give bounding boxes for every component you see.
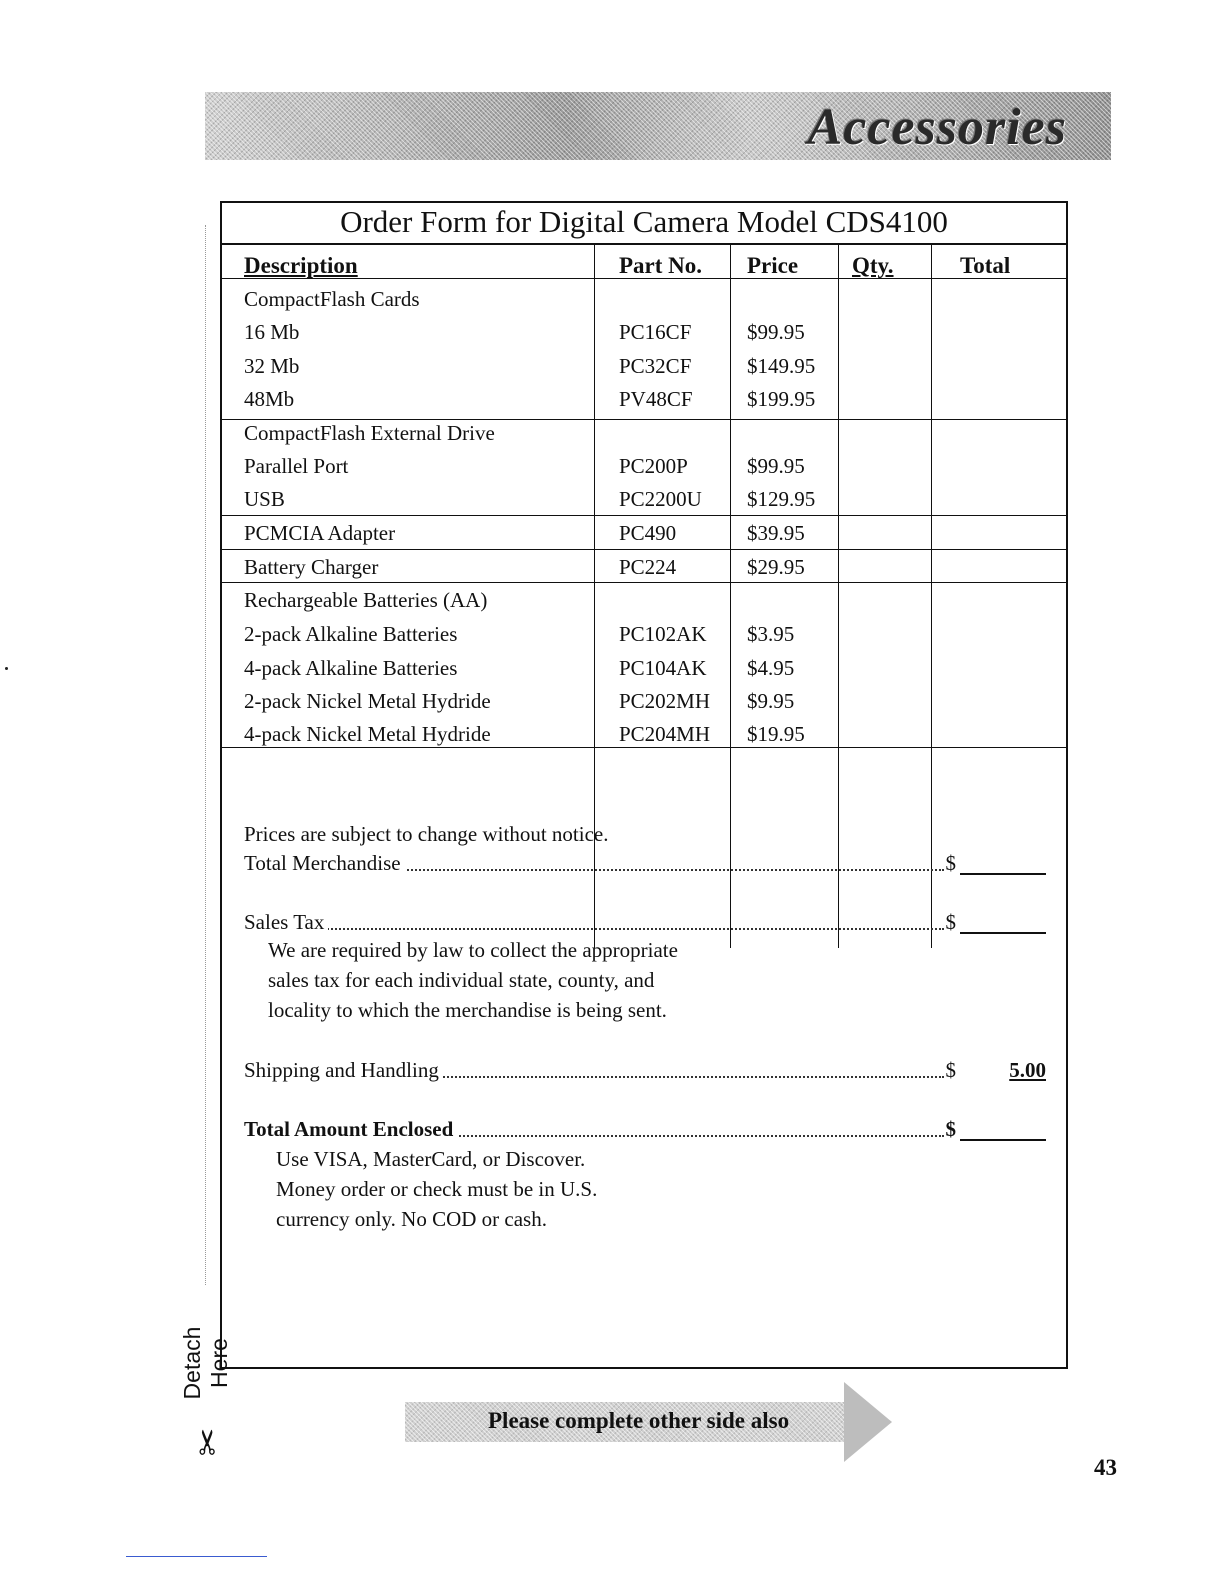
stray-mark — [5, 667, 8, 670]
row-price: $9.95 — [747, 689, 795, 713]
header-price: Price — [747, 253, 799, 278]
row-description: CompactFlash External Drive — [244, 421, 495, 445]
row-price: $19.95 — [747, 722, 805, 746]
row-part-no: PC204MH — [619, 722, 711, 746]
group-rule — [222, 549, 1066, 550]
section-banner — [205, 92, 1111, 160]
continue-text: Please complete other side also — [488, 1408, 790, 1433]
total-enclosed-label: Total Amount Enclosed — [244, 1117, 457, 1142]
currency-symbol: $ — [945, 851, 956, 875]
arrow-head-icon — [844, 1382, 892, 1462]
row-price: $39.95 — [747, 521, 805, 545]
group-rule — [222, 582, 1066, 583]
row-price: $4.95 — [747, 656, 795, 680]
scissors-icon: ✂ — [188, 1427, 229, 1457]
dot-leader — [244, 928, 944, 930]
row-part-no: PC202MH — [619, 689, 711, 713]
row-description: 16 Mb — [244, 320, 300, 344]
row-price: $99.95 — [747, 454, 805, 478]
header-qty: Qty. — [852, 253, 894, 278]
detach-label: Detach Here — [179, 1326, 232, 1400]
total-merchandise-line — [244, 851, 1046, 877]
row-part-no: PV48CF — [619, 387, 693, 411]
total-merchandise-field[interactable] — [960, 873, 1046, 875]
price-notice: Prices are subject to change without notice. — [244, 822, 609, 846]
row-description: 32 Mb — [244, 354, 300, 378]
shipping-line — [244, 1058, 1046, 1084]
header-total: Total — [960, 253, 1011, 278]
row-part-no: PC102AK — [619, 622, 707, 646]
row-part-no: PC2200U — [619, 487, 702, 511]
banner-title: Accessories — [807, 99, 1067, 156]
header-part-no: Part No. — [619, 253, 703, 278]
row-part-no: PC104AK — [619, 656, 707, 680]
row-description: 4-pack Alkaline Batteries — [244, 656, 458, 680]
sales-tax-field[interactable] — [960, 932, 1046, 934]
footer-rule — [126, 1556, 267, 1557]
shipping-label: Shipping and Handling — [244, 1058, 443, 1083]
row-part-no: PC32CF — [619, 354, 692, 378]
page-number: 43 — [1094, 1455, 1117, 1480]
row-description: USB — [244, 487, 285, 511]
row-description: PCMCIA Adapter — [244, 521, 396, 545]
row-price: $3.95 — [747, 622, 795, 646]
row-description: 48Mb — [244, 387, 295, 411]
sales-tax-note: We are required by law to collect the appropriate — [268, 938, 678, 962]
row-price: $199.95 — [747, 387, 816, 411]
row-description: CompactFlash Cards — [244, 287, 420, 311]
row-description: Rechargeable Batteries (AA) — [244, 588, 488, 612]
total-enclosed-line — [244, 1117, 1046, 1143]
sales-tax-note: locality to which the merchandise is being sent. — [268, 998, 667, 1022]
row-description: 2-pack Nickel Metal Hydride — [244, 689, 491, 713]
row-price: $149.95 — [747, 354, 816, 378]
row-part-no: PC224 — [619, 555, 677, 579]
row-price: $129.95 — [747, 487, 816, 511]
row-description: 2-pack Alkaline Batteries — [244, 622, 458, 646]
shipping-amount: 5.00 — [1009, 1058, 1046, 1082]
detach-marker — [179, 1292, 232, 1412]
header-rule — [222, 278, 1066, 279]
group-rule — [222, 515, 1066, 516]
payment-note: currency only. No COD or cash. — [276, 1207, 547, 1231]
row-part-no: PC200P — [619, 454, 688, 478]
currency-symbol: $ — [945, 910, 956, 934]
sales-tax-label: Sales Tax — [244, 910, 328, 935]
header-description: Description — [244, 253, 358, 278]
sales-tax-line — [244, 910, 1046, 936]
row-price: $99.95 — [747, 320, 805, 344]
sales-tax-note: sales tax for each individual state, county, and — [268, 968, 655, 992]
payment-note: Use VISA, MasterCard, or Discover. — [276, 1147, 586, 1171]
row-price: $29.95 — [747, 555, 805, 579]
group-rule — [222, 419, 1066, 420]
row-part-no: PC490 — [619, 521, 677, 545]
row-part-no: PC16CF — [619, 320, 692, 344]
form-title: Order Form for Digital Camera Model CDS4100 — [222, 203, 1066, 245]
row-description: Battery Charger — [244, 555, 379, 579]
payment-note: Money order or check must be in U.S. — [276, 1177, 598, 1201]
currency-symbol: $ — [945, 1117, 956, 1141]
table-bottom-rule — [222, 747, 1066, 748]
total-enclosed-field[interactable] — [960, 1139, 1046, 1141]
currency-symbol: $ — [945, 1058, 956, 1082]
total-merchandise-label: Total Merchandise — [244, 851, 405, 876]
order-form — [220, 201, 1068, 1369]
row-description: 4-pack Nickel Metal Hydride — [244, 722, 491, 746]
detach-cut-line — [205, 225, 206, 1285]
row-description: Parallel Port — [244, 454, 349, 478]
